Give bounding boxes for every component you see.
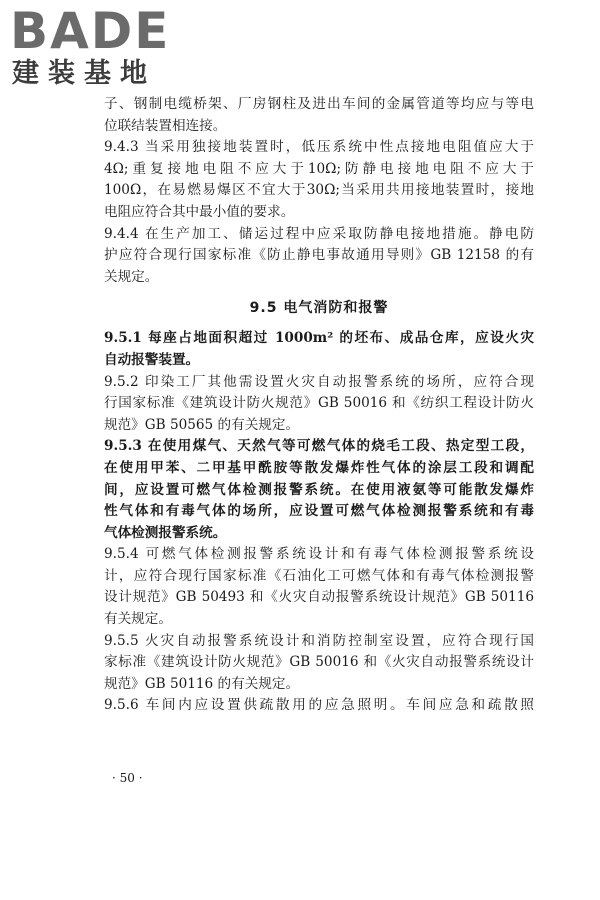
text-line: 9.5.1 每座占地面积超过 1000m² 的坯布、成品仓库，应设火灾 <box>104 330 534 347</box>
text-line: 关规定。 <box>104 268 159 285</box>
logo-wordmark: BADE <box>10 2 171 60</box>
text-line: 有关规定。 <box>104 611 172 628</box>
text-line: 性气体和有毒气体的场所，应设置可燃气体检测报警系统和有毒 <box>104 503 534 520</box>
logo-chinese-name: 建装基地 <box>12 58 156 89</box>
paragraph-9-4-4 <box>104 224 534 289</box>
text-line: 4Ω;重复接地电阻不应大于10Ω;防静电接地电阻不应大于 <box>104 160 534 177</box>
document-body <box>104 94 534 717</box>
text-line: 设计规范》GB 50493 和《火灾自动报警系统设计规范》GB 50116 <box>104 589 534 606</box>
text-line: 9.5.3 在使用煤气、天然气等可燃气体的烧毛工段、热定型工段， <box>104 438 534 455</box>
text-line: 电阻应符合其中最小值的要求。 <box>104 203 295 220</box>
paragraph-9-5-2 <box>104 372 534 437</box>
text-line: 规范》GB 50116 的有关规定。 <box>104 675 300 692</box>
text-line: 气体检测报警系统。 <box>104 524 227 541</box>
text-line: 规范》GB 50565 的有关规定。 <box>104 416 300 433</box>
paragraph-9-5-3 <box>104 436 534 544</box>
page-number: · 50 · <box>112 771 143 785</box>
text-line: 自动报警装置。 <box>104 351 200 368</box>
text-line: 家标准《建筑设计防火规范》GB 50016 和《火灾自动报警系统设计 <box>104 654 534 671</box>
text-line: 100Ω，在易燃易爆区不宜大于30Ω;当采用共用接地装置时，接地 <box>104 182 534 199</box>
paragraph-9-5-1 <box>104 328 534 371</box>
paragraph-9-5-6 <box>104 695 534 717</box>
site-logo <box>10 4 175 94</box>
paragraph-9-5-5 <box>104 631 534 696</box>
section-title-9-5: 9.5 电气消防和报警 <box>249 300 389 317</box>
text-line: 9.5.6 车间内应设置供疏散用的应急照明。车间应急和疏散照 <box>104 697 534 714</box>
paragraph-group-9-5 <box>104 328 534 717</box>
text-line: 计，应符合现行国家标准《石油化工可燃气体和有毒气体检测报警 <box>104 567 534 584</box>
text-line: 行国家标准《建筑设计防火规范》GB 50016 和《纺织工程设计防火 <box>104 395 534 412</box>
text-line: 9.5.2 印染工厂其他需设置火灾自动报警系统的场所，应符合现 <box>104 373 534 390</box>
paragraph-9-4-3 <box>104 137 534 223</box>
paragraph-cont <box>104 94 534 137</box>
text-line: 9.5.5 火灾自动报警系统设计和消防控制室设置，应符合现行国 <box>104 632 534 649</box>
paragraph-9-5-4 <box>104 544 534 630</box>
paragraph-group-9-4 <box>104 94 534 288</box>
text-line: 9.5.4 可燃气体检测报警系统设计和有毒气体检测报警系统设 <box>104 546 534 563</box>
text-line: 间，应设置可燃气体检测报警系统。在使用液氨等可能散发爆炸 <box>104 481 534 498</box>
text-line: 护应符合现行国家标准《防止静电事故通用导则》GB 12158 的有 <box>104 247 534 264</box>
text-line: 位联结装置相连接。 <box>104 117 227 134</box>
text-line: 9.4.4 在生产加工、储运过程中应采取防静电接地措施。静电防 <box>104 225 534 242</box>
text-line: 9.4.3 当采用独接地装置时，低压系统中性点接地电阻值应大于 <box>104 139 534 156</box>
text-line: 子、钢制电缆桥架、厂房钢柱及进出车间的金属管道等均应与等电 <box>104 96 534 112</box>
text-line: 在使用甲苯、二甲基甲酰胺等散发爆炸性气体的涂层工段和调配 <box>104 459 534 476</box>
